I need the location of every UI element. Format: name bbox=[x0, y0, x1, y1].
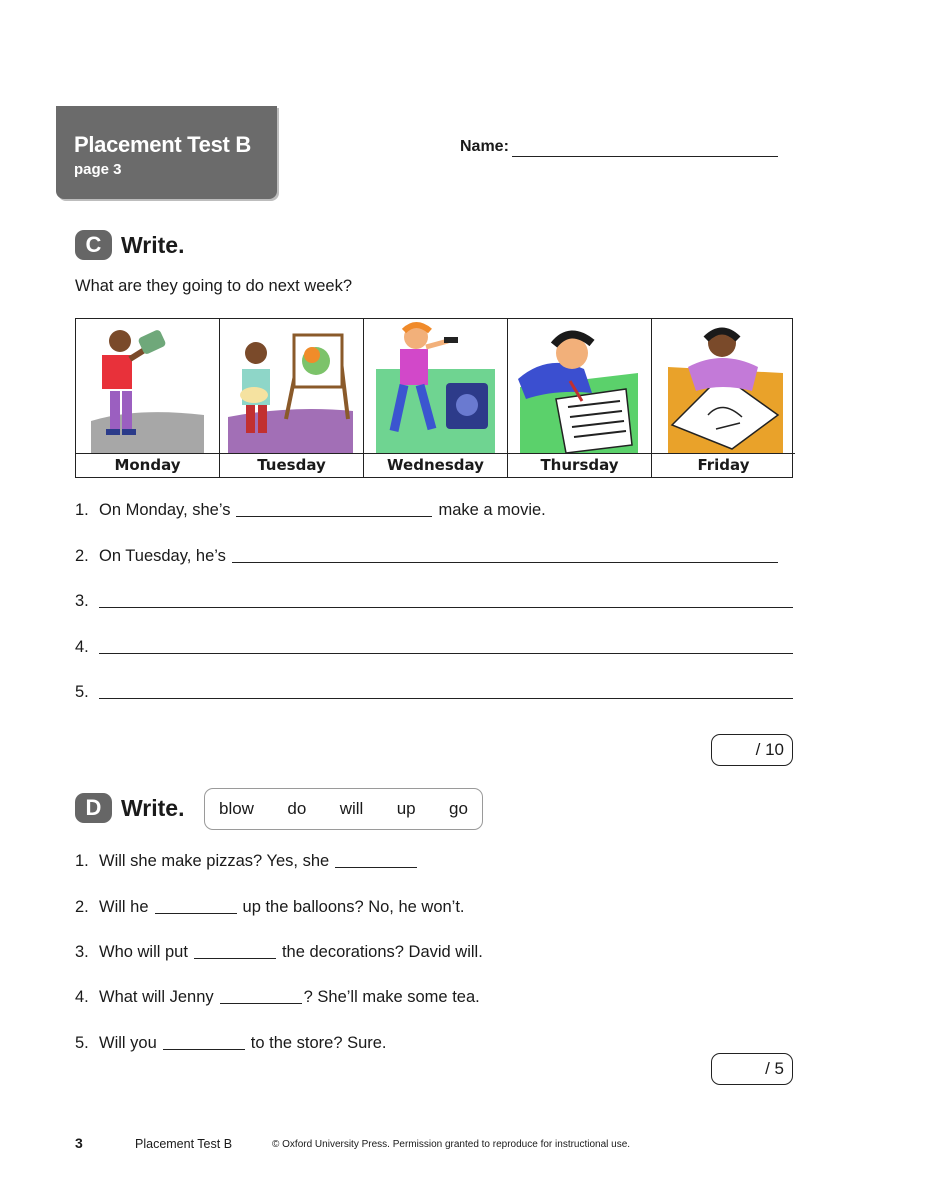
answer-blank[interactable] bbox=[335, 867, 417, 868]
word-bank bbox=[204, 788, 483, 830]
picture-cell-wednesday bbox=[364, 319, 508, 477]
answer-blank[interactable] bbox=[99, 653, 793, 654]
section-c-item-3 bbox=[75, 592, 799, 611]
section-c-item-2 bbox=[75, 547, 784, 566]
item-number: 1. bbox=[75, 852, 89, 870]
answer-blank[interactable] bbox=[99, 698, 793, 699]
girl-drawing-illustration bbox=[652, 319, 795, 454]
item-number: 3. bbox=[75, 592, 89, 610]
picture-cell-thursday bbox=[508, 319, 652, 477]
day-label-tuesday: Tuesday bbox=[257, 456, 326, 474]
answer-blank[interactable] bbox=[99, 607, 793, 608]
section-d-badge: D bbox=[75, 793, 112, 823]
item-number: 5. bbox=[75, 1034, 89, 1052]
section-d-item-1 bbox=[75, 852, 423, 871]
page-label: page 3 bbox=[74, 161, 122, 178]
section-c-item-1 bbox=[75, 501, 546, 520]
section-c-item-4 bbox=[75, 638, 799, 657]
picture-cell-friday bbox=[652, 319, 795, 477]
day-label-friday: Friday bbox=[697, 456, 750, 474]
day-label-monday: Monday bbox=[114, 456, 181, 474]
item-text-before: Who will put bbox=[99, 943, 188, 961]
section-d-item-3 bbox=[75, 943, 483, 962]
item-text-after: to the store? Sure. bbox=[250, 1034, 387, 1052]
item-text-before: On Tuesday, he’s bbox=[99, 547, 226, 565]
picture-cell-tuesday bbox=[220, 319, 364, 477]
section-d-heading bbox=[75, 793, 184, 823]
girl-singing-illustration bbox=[364, 319, 507, 454]
test-title: Placement Test B bbox=[74, 132, 251, 157]
answer-blank[interactable] bbox=[155, 913, 237, 914]
footer-page-number: 3 bbox=[75, 1135, 83, 1151]
item-text-after: ? She’ll make some tea. bbox=[303, 988, 480, 1006]
section-d-item-2 bbox=[75, 898, 465, 917]
section-d-score-box[interactable]: / 5 bbox=[711, 1053, 793, 1085]
day-label-wednesday: Wednesday bbox=[387, 456, 484, 474]
section-d-item-5 bbox=[75, 1034, 387, 1053]
item-text-after: the decorations? David will. bbox=[281, 943, 483, 961]
section-c-item-5 bbox=[75, 683, 799, 702]
day-label-thursday: Thursday bbox=[540, 456, 619, 474]
section-d-title: Write. bbox=[121, 794, 185, 821]
weekday-picture-grid bbox=[75, 318, 793, 478]
answer-blank[interactable] bbox=[163, 1049, 245, 1050]
item-number: 1. bbox=[75, 501, 89, 519]
item-text-after: make a movie. bbox=[438, 501, 546, 519]
item-text-before: Will he bbox=[99, 898, 149, 916]
section-c-heading bbox=[75, 230, 184, 260]
item-number: 4. bbox=[75, 638, 89, 656]
item-number: 5. bbox=[75, 683, 89, 701]
item-text-after: up the balloons? No, he won’t. bbox=[242, 898, 465, 916]
item-text-before: On Monday, she’s bbox=[99, 501, 231, 519]
section-c-score-box[interactable]: / 10 bbox=[711, 734, 793, 766]
item-text-before: What will Jenny bbox=[99, 988, 214, 1006]
word-bank-item: blow bbox=[219, 799, 254, 818]
boy-painting-illustration bbox=[220, 319, 363, 454]
word-bank-item: up bbox=[396, 799, 416, 818]
footer-title: Placement Test B bbox=[135, 1137, 233, 1151]
section-d-item-4 bbox=[75, 988, 480, 1007]
picture-cell-monday bbox=[76, 319, 220, 477]
word-bank-item: do bbox=[287, 799, 307, 818]
word-bank-item: will bbox=[339, 799, 364, 818]
test-header-box bbox=[56, 106, 277, 199]
name-label: Name: bbox=[460, 138, 509, 155]
item-number: 3. bbox=[75, 943, 89, 961]
footer-copyright: © Oxford University Press. Permission granted to reproduce for instructional use. bbox=[272, 1139, 631, 1150]
section-c-title: Write. bbox=[121, 231, 185, 258]
name-field-line[interactable] bbox=[512, 156, 778, 157]
word-bank-item: go bbox=[449, 799, 468, 818]
item-number: 4. bbox=[75, 988, 89, 1006]
item-number: 2. bbox=[75, 547, 89, 565]
section-c-badge: C bbox=[75, 230, 112, 260]
item-number: 2. bbox=[75, 898, 89, 916]
answer-blank[interactable] bbox=[232, 562, 778, 563]
boy-writing-illustration bbox=[508, 319, 651, 454]
girl-filming-illustration bbox=[76, 319, 219, 454]
item-text-before: Will you bbox=[99, 1034, 157, 1052]
section-c-prompt: What are they going to do next week? bbox=[75, 277, 353, 295]
item-text-before: Will she make pizzas? Yes, she bbox=[99, 852, 330, 870]
answer-blank[interactable] bbox=[220, 1003, 302, 1004]
answer-blank[interactable] bbox=[194, 958, 276, 959]
answer-blank[interactable] bbox=[236, 516, 432, 517]
